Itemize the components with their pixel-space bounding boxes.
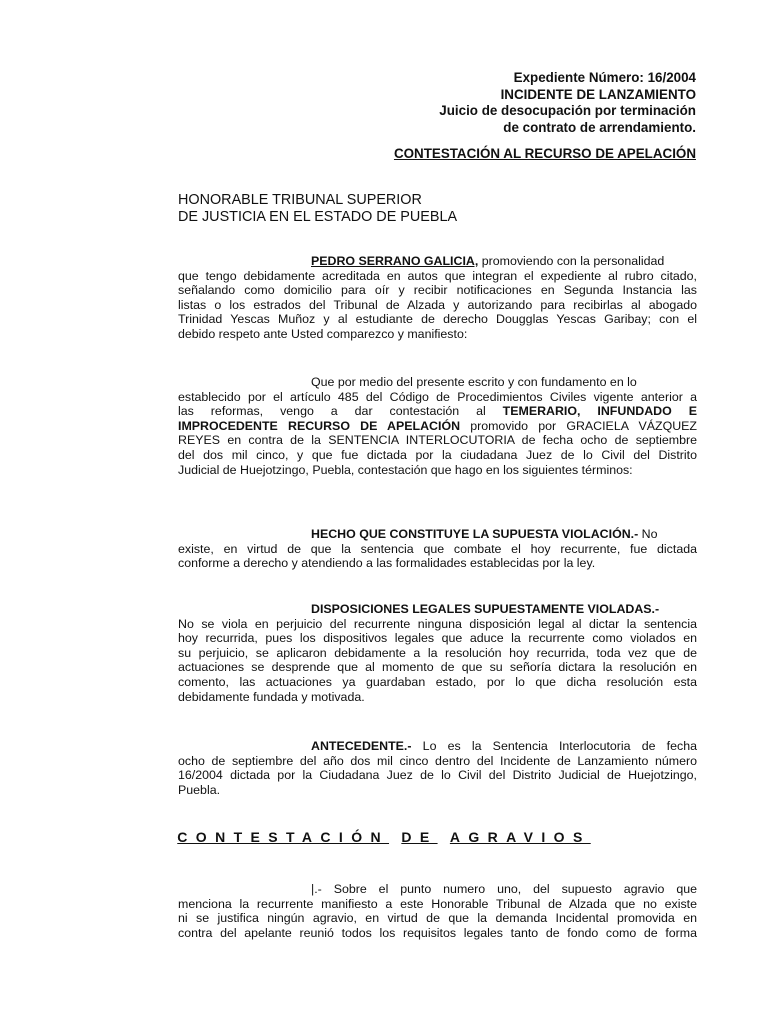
p4-line2: No se viola en perjuicio del recurrente ninguna disposición legal al dictar la sentencia [178, 616, 697, 631]
p6-line1: |.- Sobre el punto numero uno, del supuesto agravio que [311, 882, 697, 896]
p6-line4: contra del apelante reunió todos los requisitos legales tanto de fondo como de forma [178, 925, 697, 940]
paragraph-grievance-1 [178, 882, 697, 940]
p3-line1: No [638, 527, 658, 541]
paragraph-legal-provisions [178, 602, 697, 704]
case-header [439, 70, 696, 136]
p5-line1: Lo es la Sentencia Interlocutoria de fecha [411, 739, 697, 753]
p2-line5: REYES en contra de la SENTENCIA INTERLOCUTORIA de fecha ocho de septiembre [178, 433, 697, 448]
violation-heading: HECHO QUE CONSTITUYE LA SUPUESTA VIOLACIÓN.- [311, 527, 639, 541]
p3-line3: conforme a derecho y atendiendo a las formalidades establecidas por la ley. [178, 556, 596, 571]
addressee-line2: DE JUSTICIA EN EL ESTADO DE PUEBLA [178, 209, 458, 225]
p5-line4: Puebla. [178, 782, 221, 797]
p4-line6: comento, las actuaciones ya guardaban estado, por lo que dicha resolución esta [178, 674, 697, 689]
document-subtitle: CONTESTACIÓN AL RECURSO DE APELACIÓN [393, 146, 696, 161]
p1-line2: que tengo debidamente acreditada en autos que integran el expediente al rubro citado, [178, 268, 697, 283]
heading-word-1: CONTESTACIÓN [177, 829, 390, 845]
antecedent-heading: ANTECEDENTE.- [311, 739, 412, 753]
provisions-heading: DISPOSICIONES LEGALES SUPUESTAMENTE VIOLADAS.- [311, 602, 660, 616]
p6-line2: menciona la recurrente manifiesto a este Honorable Tribunal de Alzada que no existe [178, 896, 697, 911]
paragraph-appearance [178, 254, 697, 342]
trial-type-line1: Juicio de desocupación por terminación [439, 103, 696, 118]
trial-type-line2: de contrato de arrendamiento. [503, 119, 696, 135]
heading-word-2: DE [401, 829, 438, 845]
p3-line2: existe, en virtud de que la sentencia que combate el hoy recurrente, fue dictada [178, 541, 697, 556]
p2-line2: establecido por el artículo 485 del Código de Procedimientos Civiles vigente anterior a [178, 389, 697, 404]
p2-line3 [178, 404, 697, 419]
promoter-name: PEDRO SERRANO GALICIA, [311, 254, 479, 268]
p1-line1: promoviendo con la personalidad [478, 254, 665, 268]
p1-line4: listas o los estrados del Tribunal de Alzada y autorizando para recibirlas al abogado [178, 297, 697, 312]
paragraph-violation [178, 527, 697, 571]
p2-line4 [178, 419, 697, 434]
p1-line6: debido respeto ante Usted comparezco y manifiesto: [178, 326, 468, 341]
section-heading-agravios [0, 829, 768, 845]
addressee-line1: HONORABLE TRIBUNAL SUPERIOR [178, 192, 422, 208]
p2-line7: Judicial de Huejotzingo, Puebla, contestación que hago en los siguientes términos: [178, 462, 633, 477]
p2-line1: Que por medio del presente escrito y con fundamento en lo [311, 375, 637, 389]
p5-line2: ocho de septiembre del año dos mil cinco dentro del Incidente de Lanzamiento número [178, 753, 697, 768]
heading-word-3: AGRAVIOS [449, 829, 591, 845]
p6-line3: ni se justifica ningún agravio, en virtud de que la demanda Incidental promovida en [178, 911, 697, 926]
p2-line4-a: IMPROCEDENTE RECURSO DE APELACIÓN [178, 418, 461, 433]
p4-line3: hoy recurrida, pues los dispositivos legales que aduce la recurrente como violados en [178, 631, 697, 646]
paragraph-reply [178, 375, 697, 477]
incident-type: INCIDENTE DE LANZAMIENTO [500, 86, 696, 102]
p5-line3: 16/2004 dictada por la Ciudadana Juez de lo Civil del Distrito Judicial de Huejotzingo, [178, 768, 697, 783]
addressee [178, 192, 457, 226]
p1-line5: Trinidad Yescas Muñoz y al estudiante de derecho Dougglas Yescas Garibay; con el [178, 312, 697, 327]
p4-line5: actuaciones se desprende que al momento de que su señoría dictara la resolución en [178, 660, 697, 675]
p1-line3: señalando como domicilio para oír y recibir notificaciones en Segunda Instancia las [178, 283, 697, 298]
p2-line3-a: las reformas, vengo a dar contestación al [178, 404, 503, 419]
case-number: Expediente Número: 16/2004 [513, 70, 696, 85]
p2-line4-b: promovido por GRACIELA VÁZQUEZ [460, 418, 697, 433]
paragraph-antecedent [178, 739, 697, 797]
p2-line6: del dos mil cinco, y que fue dictada por la ciudadana Juez de lo Civil del Distrito [178, 447, 697, 462]
p4-line7: debidamente fundada y motivada. [178, 689, 365, 704]
p4-line4: su perjuicio, se aplicaron debidamente a la resolución hoy recurrida, toda vez que de [178, 645, 697, 660]
p2-line3-b: TEMERARIO, INFUNDADO E [502, 404, 697, 419]
